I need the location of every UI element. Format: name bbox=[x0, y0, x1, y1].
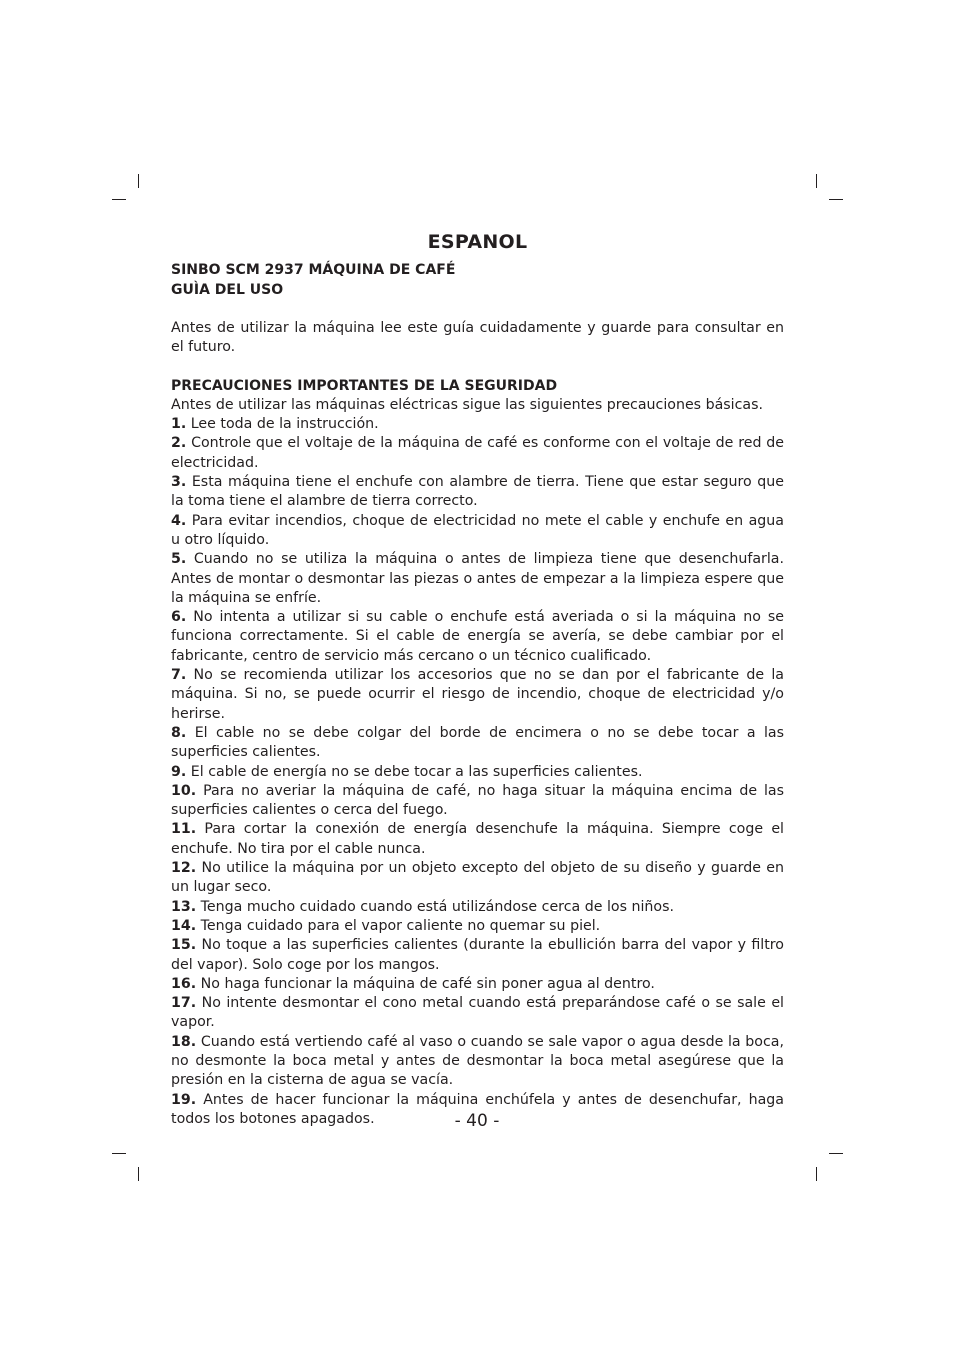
item-number: 10. bbox=[171, 782, 197, 799]
product-title: SINBO SCM 2937 MÁQUINA DE CAFÉ bbox=[171, 262, 456, 278]
item-text: Tenga cuidado para el vapor caliente no quemar su piel. bbox=[200, 917, 601, 934]
item-text: El cable no se debe colgar del borde de encimera o no se debe tocar a las superficies calientes. bbox=[171, 724, 784, 761]
guide-title: GUÌA DEL USO bbox=[171, 281, 284, 298]
crop-mark-bottom-left-vertical bbox=[138, 1167, 139, 1181]
item-text: Para evitar incendios, choque de electricidad no mete el cable y enchufe en agua u otro líquido. bbox=[171, 512, 784, 548]
item-text: No utilice la máquina por un objeto excepto del objeto de su diseño y guarde en un lugar seco. bbox=[171, 860, 785, 896]
safety-item bbox=[171, 608, 784, 666]
safety-item bbox=[171, 975, 784, 994]
safety-item bbox=[171, 917, 784, 936]
safety-item bbox=[171, 859, 784, 898]
safety-item bbox=[171, 550, 784, 608]
crop-mark-bottom-left-horizontal bbox=[112, 1153, 126, 1154]
safety-item bbox=[171, 782, 784, 821]
crop-mark-bottom-right-horizontal bbox=[829, 1153, 843, 1154]
item-number: 7. bbox=[171, 667, 187, 684]
item-number: 2. bbox=[171, 435, 187, 452]
item-text: Para no averiar la máquina de café, no haga situar la máquina encima de las superficies calientes o cerca del fuego. bbox=[171, 782, 784, 819]
item-text: Tenga mucho cuidado cuando está utilizándose cerca de los niños. bbox=[200, 898, 674, 915]
item-text: Esta máquina tiene el enchufe con alambre de tierra. Tiene que estar seguro que la toma tiene el alambre de tierra correcto. bbox=[171, 474, 784, 510]
item-number: 14. bbox=[171, 917, 197, 934]
safety-item bbox=[171, 1033, 784, 1091]
item-number: 18. bbox=[171, 1033, 197, 1050]
item-number: 5. bbox=[171, 551, 187, 568]
item-text: El cable de energía no se debe tocar a las superficies calientes. bbox=[190, 763, 643, 780]
safety-item bbox=[171, 473, 784, 512]
item-number: 16. bbox=[171, 975, 197, 992]
safety-item bbox=[171, 724, 784, 763]
item-number: 8. bbox=[171, 724, 187, 741]
intro-paragraph: Antes de utilizar la máquina lee este guía cuidadamente y guarde para consultar en el futuro. bbox=[171, 320, 784, 356]
item-number: 6. bbox=[171, 609, 187, 626]
item-text: No se recomienda utilizar los accesorios que no se dan por el fabricante de la máquina. Si no, se puede ocurrir el riesgo de incendio, choque de electricidad y/o herirse. bbox=[171, 667, 784, 722]
safety-item bbox=[171, 898, 784, 917]
item-number: 19. bbox=[171, 1091, 197, 1108]
safety-item bbox=[171, 512, 784, 551]
item-text: No haga funcionar la máquina de café sin poner agua al dentro. bbox=[200, 975, 655, 992]
crop-mark-top-left-vertical bbox=[138, 174, 139, 188]
safety-item bbox=[171, 763, 784, 782]
page-number: - 40 - bbox=[454, 1111, 500, 1131]
item-number: 4. bbox=[171, 512, 187, 529]
item-text: No toque a las superficies calientes (durante la ebullición barra del vapor y filtro del vapor). Solo coge por los mangos. bbox=[171, 937, 784, 973]
item-number: 1. bbox=[171, 416, 187, 433]
item-number: 12. bbox=[171, 860, 197, 877]
item-text: Cuando está vertiendo café al vaso o cuando se sale vapor o agua desde la boca, no desmonte la boca metal y antes de desmontar la boca metal asegúrese que la presión en la cisterna de agua se vacía. bbox=[171, 1033, 784, 1089]
item-text: No intenta a utilizar si su cable o enchufe está averiada o si la máquina no se funciona correctamente. Si el cable de energía se avería, se debe cambiar por el fabricante, centro de servicio más cercano o un técnico cualificado. bbox=[171, 609, 784, 664]
item-text: No intente desmontar el cono metal cuando está preparándose café o se sale el vapor. bbox=[171, 995, 784, 1031]
item-number: 9. bbox=[171, 763, 187, 780]
item-text: Antes de hacer funcionar la máquina enchúfela y antes de desenchufar, haga todos los botones apagados. bbox=[171, 1091, 784, 1127]
page-content bbox=[171, 230, 784, 1129]
safety-item bbox=[171, 434, 784, 473]
item-number: 17. bbox=[171, 995, 197, 1012]
crop-mark-top-right-vertical bbox=[816, 174, 817, 188]
language-title: ESPANOL bbox=[427, 231, 528, 253]
safety-item bbox=[171, 666, 784, 724]
item-text: Para cortar la conexión de energía desenchufe la máquina. Siempre coge el enchufe. No tira por el cable nunca. bbox=[171, 821, 785, 857]
safety-item bbox=[171, 994, 784, 1033]
item-text: Lee toda de la instrucción. bbox=[190, 416, 379, 433]
item-number: 15. bbox=[171, 937, 197, 954]
crop-mark-bottom-right-vertical bbox=[816, 1167, 817, 1181]
safety-list bbox=[171, 415, 784, 1129]
item-number: 11. bbox=[171, 821, 197, 838]
item-text: Cuando no se utiliza la máquina o antes de limpieza tiene que desenchufarla. Antes de montar o desmontar las piezas o antes de empezar a la limpieza espere que la máquina se enfríe. bbox=[171, 551, 784, 606]
item-number: 3. bbox=[171, 474, 187, 491]
safety-lead: Antes de utilizar las máquinas eléctricas sigue las siguientes precauciones básicas. bbox=[171, 396, 764, 413]
safety-heading: PRECAUCIONES IMPORTANTES DE LA SEGURIDAD bbox=[171, 377, 558, 394]
safety-item bbox=[171, 936, 784, 975]
item-number: 13. bbox=[171, 898, 197, 915]
safety-item bbox=[171, 820, 784, 859]
item-text: Controle que el voltaje de la máquina de café es conforme con el voltaje de red de electricidad. bbox=[171, 435, 784, 471]
safety-item bbox=[171, 415, 784, 434]
crop-mark-top-right-horizontal bbox=[829, 199, 843, 200]
crop-mark-top-left-horizontal bbox=[112, 199, 126, 200]
